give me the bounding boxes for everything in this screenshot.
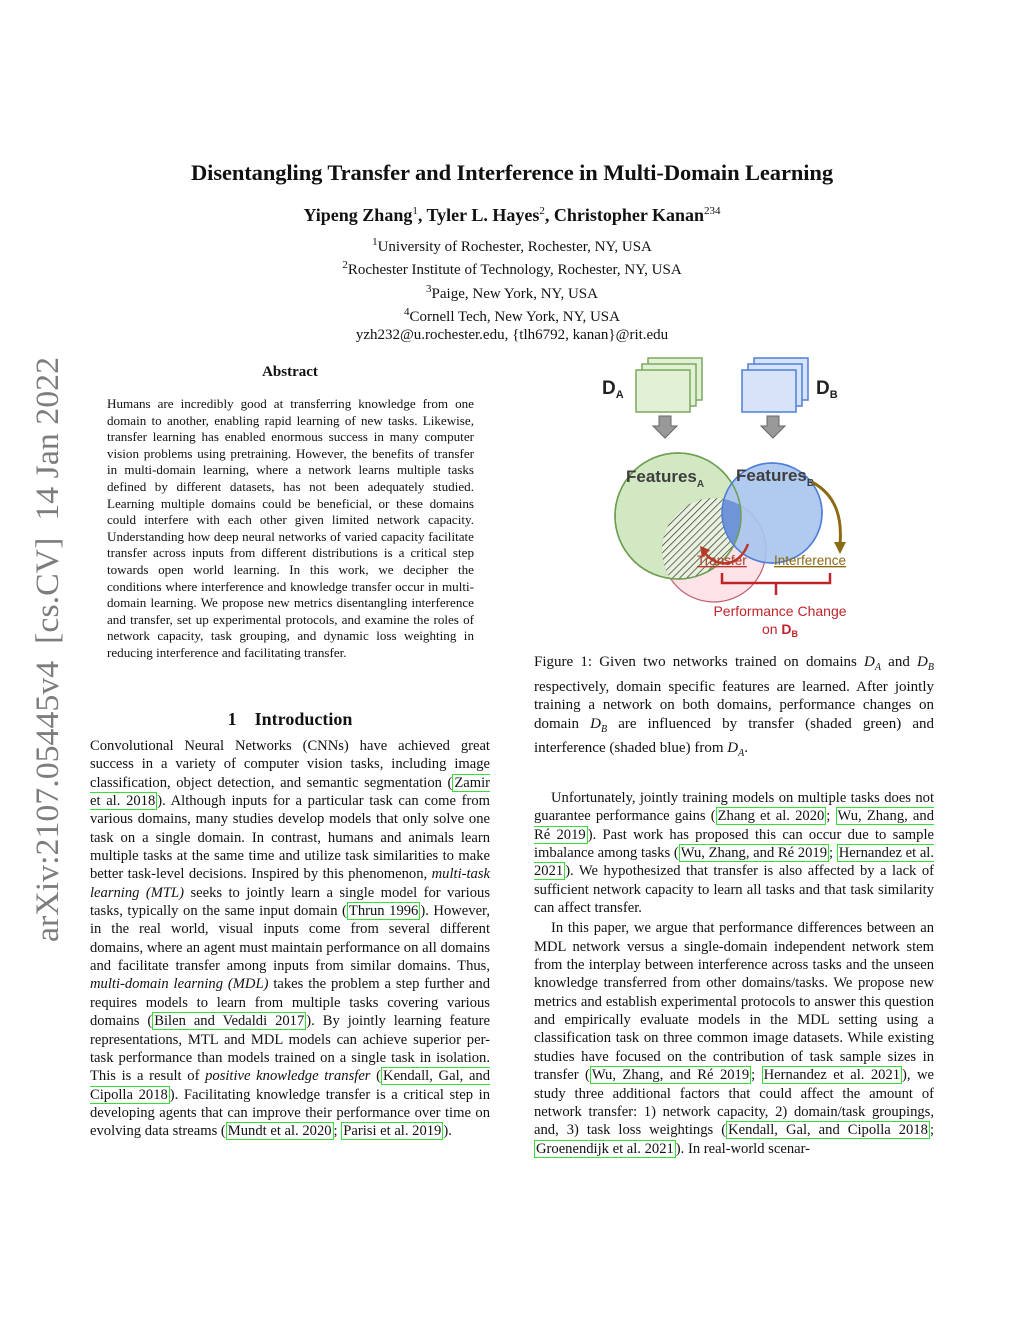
author-emails: yzh232@u.rochester.edu, {tlh6792, kanan}@rit.edu [355,327,669,344]
section-title: Introduction [254,709,353,729]
domain-a-label: $D_A$ [602,378,624,401]
affiliation: $^3$Paige, New York, NY, USA [426,282,598,302]
citation-link[interactable]: Groenendijk et al. 2021 [536,1140,674,1157]
term-mdl: multi-domain learning (MDL) [90,976,269,993]
performance-change-label: Performance Change [713,603,847,619]
citation-link[interactable]: Hernandez et al. 2021 [763,1067,901,1084]
affiliation: $^1$University of Rochester, Rochester, NY, USA [372,236,652,255]
abstract-text: Humans are incredibly good at transferring knowledge from one domain to another, enabling rapid learning of new tasks. Likewise, transfer learning has enabled enormous success in many computer vision problems using pretraining. However, the benefits of transfer in multi-domain learning, where a network learns multiple tasks defined by different datasets, has not been adequately studied. Learning multiple domains could be beneficial, or these domains could interfere with each other given limited network capacity. Understanding how deep neural networks of varied capacity facilitate transfer across inputs from different distributions is a critical step towards open world learning. In this work, we decipher the conditions where interference and knowledge transfer occur in multi-domain learning. We propose new metrics disentangling interference and transfer, set up experimental protocols, and examine the roles of network capacity, task grouping, and dynamic loss weighting in reducing interference and facilitating transfer. [107,396,474,660]
section-number: 1 [227,709,237,729]
arrow-down-icon [653,416,677,438]
citation-link[interactable]: Zamir et al. 2018 [90,774,490,810]
arxiv-identifier [18,350,70,950]
citation-link[interactable]: Kendall, Gal, and Cipolla 2018 [90,1068,491,1103]
section-heading-introduction [90,709,490,730]
interference-label: Interference [774,553,847,568]
transfer-label: Transfer [697,553,747,568]
figure-caption: Figure 1: Given two networks trained on domains $D_A$ and $D_B$ respectively, domain specific features are learned. After jointly training a network on both domains, performance changes on domain $D_B$ are influenced by transfer (shaded green) and interference (shaded blue) from $D_A$. [534,654,934,760]
body-right-column [534,789,934,1158]
paragraph: Unfortunately, jointly training models on multiple tasks does not guarantee performance gains ( Zhang et al. 2020 ; Wu, Zhang, and Ré 2019 ). Past work has proposed this can occur due to sample imbalance among tasks ( Wu, Zhang, and Ré 2019 ; Hernandez et al. 2021 ). We hypothesized that transfer is also affected by a lack of sufficient network capacity to learn all tasks and that task similarity can affect transfer. [534,790,935,917]
citation-link[interactable]: Parisi et al. 2019 [343,1123,442,1140]
affiliation: $^4$Cornell Tech, New York, NY, USA [404,305,620,325]
domain-b-label: $D_B$ [816,378,838,401]
performance-change-domain: on $D_B$ [761,621,799,639]
features-b-label: Features$_B$ [736,466,815,489]
term-positive-transfer: positive knowledge transfer [205,1068,371,1085]
intro-paragraph: Convolutional Neural Networks (CNNs) have achieved great success in a variety of computer vision tasks, including image classification, object detection, and semantic segmentation ( Zamir et al. 2018 ). Although inputs for a particular task can come from various domains, many studies develop models that only solve one task on a single domain. In contrast, humans and animals learn multiple tasks at the same time and utilize task similarities to make better task-level decisions. Inspired by this phenomenon, multi-task learning (MTL) seeks to jointly learn a single model for various tasks, typically on the same input domain ( Thrun 1996 ). However, in the real world, visual inputs come from several different domains, where an agent must maintain performance on all domains and facilitate transfer among inputs from similar domains. Thus, multi-domain learning (MDL) takes the problem a step further and requires models to learn from multiple tasks covering various domains ( Bilen and Vedaldi 2017 ). By jointly learning feature representations, MTL and MDL models can achieve superior per-task performance than models trained on a single task in isolation. This is a result of positive knowledge transfer ( Kendall, Gal, and Cipolla 2018 ). Facilitating knowledge transfer is a critical step in developing agents that can improve their performance over time on evolving data streams ( Mundt et al. 2020 ; Parisi et al. 2019 ). [90,738,491,1140]
paper-title: Disentangling Transfer and Interference in Multi-Domain Learning [191,160,833,185]
abstract-heading: Abstract [262,364,318,380]
affiliation: $^2$Rochester Institute of Technology, Rochester, NY, USA [342,259,682,279]
citation-link[interactable]: Mundt et al. 2020 [227,1123,332,1140]
author-affil-mark: 1 [412,205,418,217]
affiliations [0,233,1024,344]
citation-link[interactable]: Wu, Zhang, and Ré 2019 [680,845,827,862]
domain-b-documents [742,358,808,412]
term-mtl: multi-task learning (MTL) [90,866,490,901]
features-a-label: Features$_A$ [626,467,705,490]
author-name: Yipeng Zhang [303,205,413,225]
citation-link[interactable]: Kendall, Gal, and Cipolla 2018 [728,1122,928,1139]
citation-link[interactable]: Wu, Zhang, and Ré 2019 [591,1067,750,1084]
citation-link[interactable]: Wu, Zhang, and Ré 2019 [534,808,935,843]
paragraph: In this paper, we argue that performance differences between an MDL network versus a single-domain independent network stem from the interplay between interference across tasks and the unseen knowledge transferred from other domains/tasks. We propose new metrics and establish experimental protocols to answer this question and empirically evaluate models in the MDL setting using a classification task on three common image datasets. While existing studies have focused on the contribution of task sample sizes in transfer ( Wu, Zhang, and Ré 2019 ; Hernandez et al. 2021 ), we study three additional factors that could affect the amount of network transfer: 1) network capacity, 2) domain/task groupings, and, 3) task loss weightings ( Kendall, Gal, and Cipolla 2018 ; Groenendijk et al. 2021 ). In real-world scenar- [534,920,935,1157]
arrow-down-icon [761,416,785,438]
arxiv-id-text: arXiv:2107.05445v4 [cs.CV] 14 Jan 2022 [30,371,66,942]
author-affil-mark: 2 [539,205,545,217]
domain-a-documents [636,358,702,412]
author-list: Yipeng Zhang$^1$, Tyler L. Hayes$^2$, Christopher Kanan$^{234}$ [303,205,721,225]
citation-link[interactable]: Hernandez et al. 2021 [534,845,934,880]
citation-link[interactable]: Zhang et al. 2020 [717,808,825,825]
citation-link[interactable]: Bilen and Vedaldi 2017 [154,1013,305,1030]
citation-link[interactable]: Thrun 1996 [348,903,419,920]
figure-1-diagram [590,356,880,646]
author-name: Tyler L. Hayes [426,205,540,225]
author-name: Christopher Kanan [553,205,705,225]
author-affil-mark: 234 [704,205,721,217]
